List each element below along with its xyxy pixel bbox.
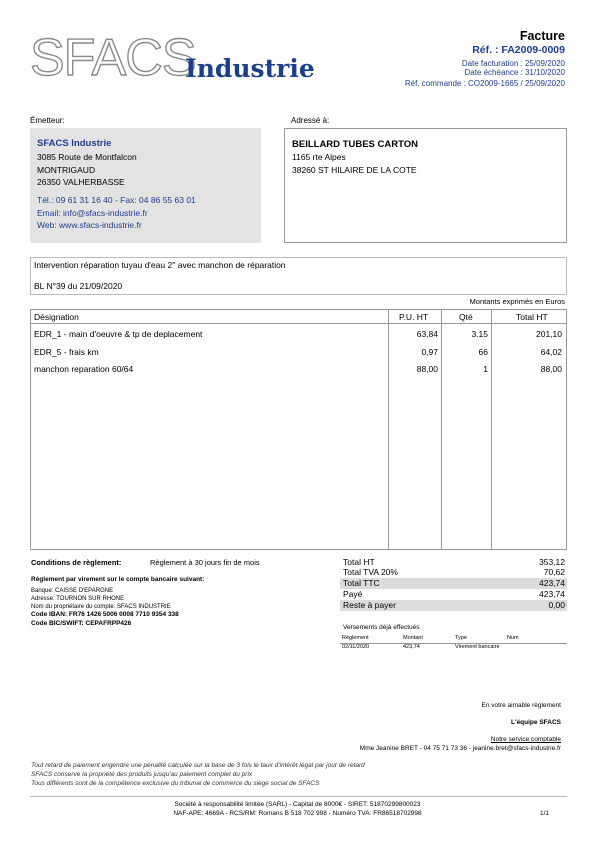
destinataire-address2: 38260 ST HILAIRE DE LA COTE <box>292 165 417 175</box>
header-pu: P.U. HT <box>399 312 429 322</box>
total-ttc-value: 423,74 <box>539 578 565 588</box>
versements-header <box>340 635 567 644</box>
versements-title: Versements déjà effectués <box>343 624 420 631</box>
currency-note: Montants exprimés en Euros <box>469 297 565 306</box>
header-total: Total HT <box>516 312 548 322</box>
logo-brand: SFACS <box>30 29 196 87</box>
row3-qte: 1 <box>483 364 488 374</box>
total-ttc-row <box>340 578 567 589</box>
date-facturation: Date facturation : 25/09/2020 <box>461 59 565 68</box>
reste-row <box>340 600 567 611</box>
footer-divider <box>30 796 567 797</box>
object-line1: Intervention réparation tuyau d'eau 2'' avec manchon de réparation <box>34 260 286 270</box>
emetteur-phone: Tél.: 09 61 31 16 40 - Fax: 04 86 55 63 01 <box>37 195 196 205</box>
closing-line2: L'équipe SFACS <box>511 719 561 726</box>
row3-designation: manchon reparation 60/64 <box>34 364 134 374</box>
ref-commande: Réf. commande : CO2009-1665 / 25/09/2020 <box>404 79 565 88</box>
destinataire-address1: 1165 rte Alpes <box>292 152 346 162</box>
reste-value: 0,00 <box>548 600 565 610</box>
total-tva-value: 70,62 <box>543 567 565 577</box>
paye-row <box>340 589 567 600</box>
iban: Code IBAN: FR76 1426 5006 0008 7710 9354 338 <box>31 611 179 618</box>
destinataire-box <box>284 128 567 243</box>
closing-line4: Mme Jeanine BRET - 04 75 71 73 36 - jeanine.bret@sfacs-industrie.fr <box>359 745 561 752</box>
destinataire-label: Adressé à: <box>291 116 330 125</box>
versement-row <box>340 644 567 652</box>
emetteur-address1: 3085 Route de Montfalcon <box>37 152 137 162</box>
emetteur-label: Émetteur: <box>30 116 65 125</box>
row2-qte: 66 <box>478 347 488 357</box>
account-owner: Nom du propriétaire du compte: SFACS INDUSTRIE <box>31 604 171 610</box>
row2-total: 64,02 <box>540 347 562 357</box>
total-ttc-label: Total TTC <box>343 578 380 588</box>
conditions-label: Conditions de règlement: <box>31 558 122 567</box>
legal-line3: Tous différents sont de la compétence exclusive du tribunal de commerce du siège social de SFACS <box>31 780 320 787</box>
object-box <box>30 257 567 295</box>
row2-pu: 0,97 <box>421 347 438 357</box>
bank-name: Banque: CAISSE D'EPARGNE <box>31 588 114 594</box>
items-table <box>30 309 567 550</box>
versement-date: 02/11/2020 <box>342 644 370 650</box>
footer-line1: Société à responsabilité limitée (SARL) - Capital de 8000€ - SIRET: 51870299800023 <box>174 801 421 808</box>
versement-col-num: Num <box>507 635 519 641</box>
emetteur-web: Web: www.sfacs-industrie.fr <box>37 220 142 230</box>
emetteur-address3: 26350 VALHERBASSE <box>37 177 125 187</box>
versement-col-reglement: Règlement <box>342 635 369 641</box>
row2-designation: EDR_5 - frais km <box>34 347 99 357</box>
versement-col-type: Type <box>455 635 467 641</box>
date-echeance: Date échéance : 31/10/2020 <box>464 68 565 77</box>
legal-line1: Tout retard de paiement engendre une pénalité calculée sur la base de 3 fois le taux d'intérêt légal par jour de retard <box>31 762 365 769</box>
destinataire-name: BEILLARD TUBES CARTON <box>292 139 418 150</box>
row1-pu: 63,84 <box>416 329 438 339</box>
bank-address: Adresse: TOURNON SUR RHONE <box>31 596 125 602</box>
total-tva-label: Total TVA 20% <box>343 567 398 577</box>
bic: Code BIC/SWIFT: CEPAFRPP426 <box>31 620 132 627</box>
emetteur-box <box>30 128 261 243</box>
total-ht-value: 353,12 <box>539 557 565 567</box>
versement-montant: 423,74 <box>403 644 420 650</box>
page-number: 1/1 <box>539 810 549 817</box>
footer-line2: NAF-APE: 4669A - RCS/RM: Romans B 518 702 998 - Numéro TVA: FR86518702998 <box>173 810 422 817</box>
emetteur-name: SFACS Industrie <box>37 138 112 149</box>
header-qte: Qté <box>459 312 473 322</box>
header-designation: Désignation <box>34 312 79 322</box>
paye-label: Payé <box>343 589 363 599</box>
reste-label: Reste à payer <box>343 600 396 610</box>
emetteur-email: Email: info@sfacs-industrie.fr <box>37 208 148 218</box>
virement-label: Règlement par virement sur le compte bancaire suivant: <box>31 576 205 583</box>
conditions-value: Règlement à 30 jours fin de mois <box>150 558 260 567</box>
total-tva-row <box>340 567 567 578</box>
invoice-ref: Réf. : FA2009-0009 <box>472 44 565 56</box>
row3-total: 88,00 <box>540 364 562 374</box>
row1-designation: EDR_1 - main d'oeuvre & tp de deplacement <box>34 329 203 339</box>
emetteur-address2: MONTRIGAUD <box>37 165 96 175</box>
versement-col-montant: Montant <box>403 635 423 641</box>
logo-suffix: Industrie <box>185 54 315 83</box>
row1-qte: 3.15 <box>471 329 488 339</box>
closing-line1: En votre aimable règlement <box>481 702 561 709</box>
row1-total: 201,10 <box>536 329 562 339</box>
company-logo <box>30 30 320 92</box>
object-line2: BL N°39 du 21/09/2020 <box>34 281 123 291</box>
total-ht-label: Total HT <box>343 557 375 567</box>
paye-value: 423,74 <box>539 589 565 599</box>
row3-pu: 88,00 <box>416 364 438 374</box>
closing-line3: Notre service comptable <box>490 736 561 743</box>
document-title: Facture <box>519 29 565 43</box>
legal-line2: SFACS conserve la propriété des produits jusqu'au paiement complet du prix <box>31 771 253 778</box>
versement-type: Virement bancaire <box>455 644 500 650</box>
